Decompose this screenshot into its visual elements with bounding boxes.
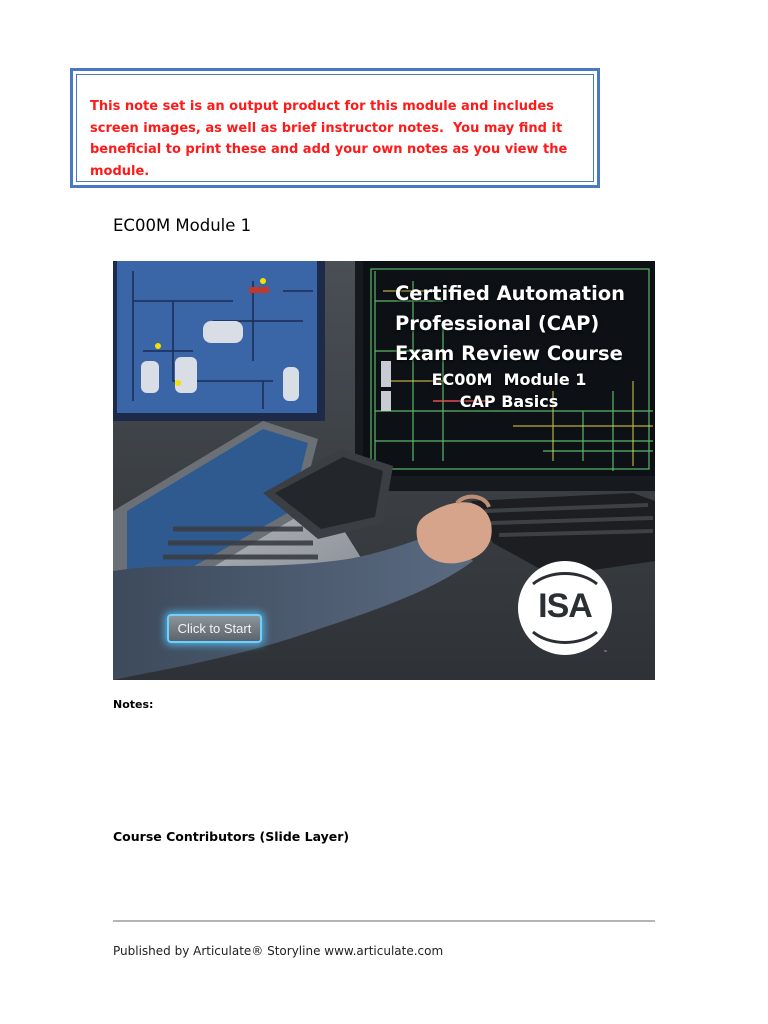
slide-title-line: Certified Automation [395,282,626,305]
slide-screenshot [113,261,655,680]
slide-title-block [395,279,645,413]
module-title: EC00M Module 1 [113,216,252,235]
notes-label: Notes: [113,698,154,711]
slide-title-line: Professional (CAP) [395,312,600,335]
trademark-mark: ™ [603,650,608,656]
footer-divider [113,920,655,922]
isa-logo-text: ISA [538,587,592,625]
instructor-notice-box [70,68,600,188]
notice-line: module. [90,163,150,179]
contributors-heading: Course Contributors (Slide Layer) [113,829,350,844]
footer-text: Published by Articulate® Storyline www.articulate.com [113,944,444,958]
notice-line: beneficial to print these and add your own notes as you view the [90,142,568,157]
notice-text [76,74,594,182]
slide-subtitle-line: EC00M Module 1 [431,370,587,389]
isa-logo [515,558,615,658]
slide-title-line: Exam Review Course [395,342,623,365]
notice-line: screen images, as well as brief instructor notes. You may find it [90,120,563,136]
slide-subtitle-line: CAP Basics [459,392,559,411]
click-to-start-button[interactable]: Click to Start [167,614,262,643]
notice-line: This note set is an output product for this module and includes [90,99,554,114]
